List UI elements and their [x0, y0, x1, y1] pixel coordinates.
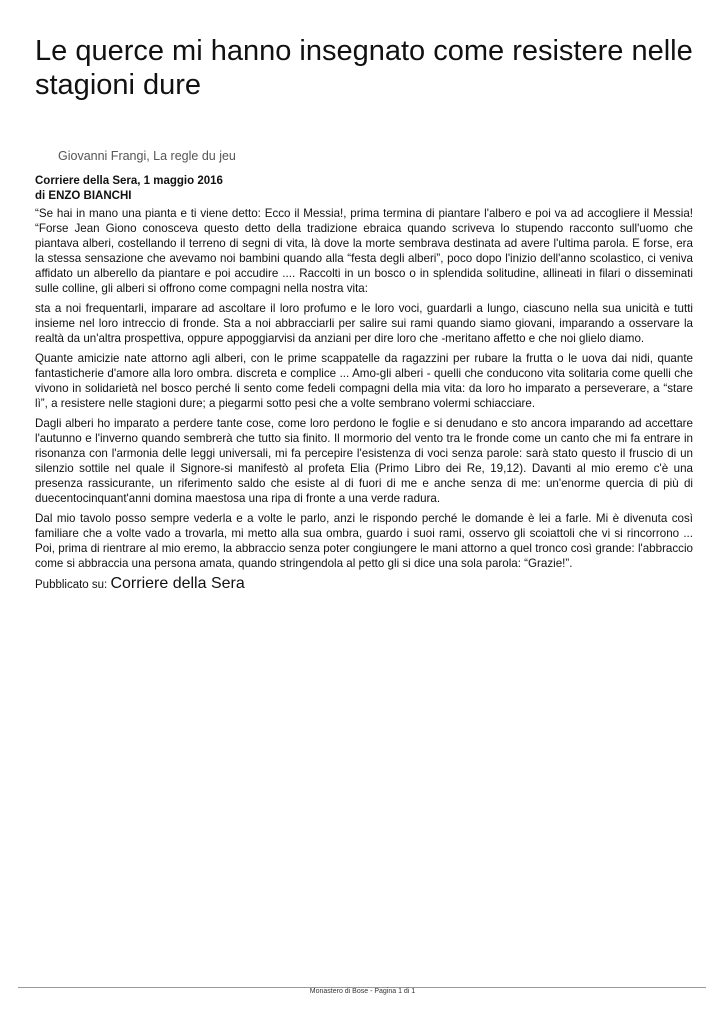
source-line: Corriere della Sera, 1 maggio 2016 [35, 175, 223, 187]
page-footer: Monastero di Bose - Pagina 1 di 1 [309, 988, 416, 995]
article-meta [35, 174, 695, 204]
paragraph: sta a noi frequentarli, imparare ad ascoltare il loro profumo e le loro voci, guardarli a lungo, ciascuno nella sua unicità e tutti insieme nel loro intreccio di fronde. Sta a noi abbracciarli per salire sui rami quando siamo giovani, imparando a osservare la realtà da un'altra prospettiva, oppure appoggiarvisi da anziani per dire loro che -meritano affetto e che noi glielo diamo. [35, 302, 693, 345]
image-caption: Giovanni Frangi, La regle du jeu [58, 149, 236, 163]
paragraph: Dagli alberi ho imparato a perdere tante cose, come loro perdono le foglie e si denudano e sto ancora imparando ad accettare l'autunno e l'inverno quando sembrerà che tutto sia finito. Il mormorio del vento tra le fronde come un canto che mi fa entrare in risonanza con l'armonia delle leggi universali, mi fa percepire l'esistenza di voci senza parole: sarà stato questo il fruscio di un silenzio sottile nel quale il Signore-si manifestò al profeta Elia (Primo Libro dei Re, 19,12). Davanti al mio eremo c'è una presenza rassicurante, un riferimento saldo che esiste al di fuori di me e anche senza di me: un'enorme quercia di più di duecentocinquant'anni domina maestosa una ripa di fronte a una verde radura. [35, 417, 693, 505]
published-label: Pubblicato su: [35, 579, 108, 591]
paragraph: “Se hai in mano una pianta e ti viene detto: Ecco il Messia!, prima termina di piantare l'albero e poi va ad accogliere il Messia! “Forse Jean Giono conosceva questo detto della tradizione ebraica quando scriveva lo stupendo racconto sull'uomo che piantava alberi, costellando il terreno di segni di vita, là dove la morte sembrava destinata ad avere l'ultima parola. E forse, era la stessa sensazione che avevamo noi bambini quando alla “festa degli alberi”, poco dopo l'inizio dell'anno scolastico, ci veniva affidato un alberello da piantare e poi accudire .... Raccolti in un bosco o in splendida solitudine, allineati in filari o disseminati sulle colline, gli alberi si offrono come compagni nella nostra vita: [35, 207, 693, 295]
article-body [35, 206, 693, 593]
paragraph: Dal mio tavolo posso sempre vederla e a volte le parlo, anzi le rispondo perché le domande è lei a farle. Mi è divenuta così familiare che a volte vado a trovarla, mi metto alla sua ombra, guardo i suoi rami, osservo gli scoiattoli che vi si rincorrono ... Poi, prima di rientrare al mio eremo, la abbraccio senza poter congiungere le mani attorno a quel tronco così grande: l'abbraccio come si abbraccia una persona amata, quando stringendola al petto gli si dice una sola parola: “Grazie!”. [35, 512, 693, 570]
published-on [35, 576, 693, 593]
published-source-link[interactable]: Corriere della Sera [110, 575, 245, 592]
article-title: Le querce mi hanno insegnato come resistere nelle stagioni dure [35, 35, 693, 101]
paragraph: Quante amicizie nate attorno agli alberi, con le prime scappatelle da ragazzini per rubare la frutta o le uova dai nidi, quante fantasticherie d'amore alla loro ombra. discreta e complice ... Amo-gli alberi - quelli che conducono vita solitaria come quelli che vivono in solidarietà nel bosco perché li sento come fedeli compagni della mia vita: da loro ho imparato a perseverare, a “stare lì”, a resistere nelle stagioni dure; a piegarmi sotto pesi che a volte sembrano volermi schiacciare. [35, 352, 693, 410]
author-line: di ENZO BIANCHI [35, 190, 132, 202]
